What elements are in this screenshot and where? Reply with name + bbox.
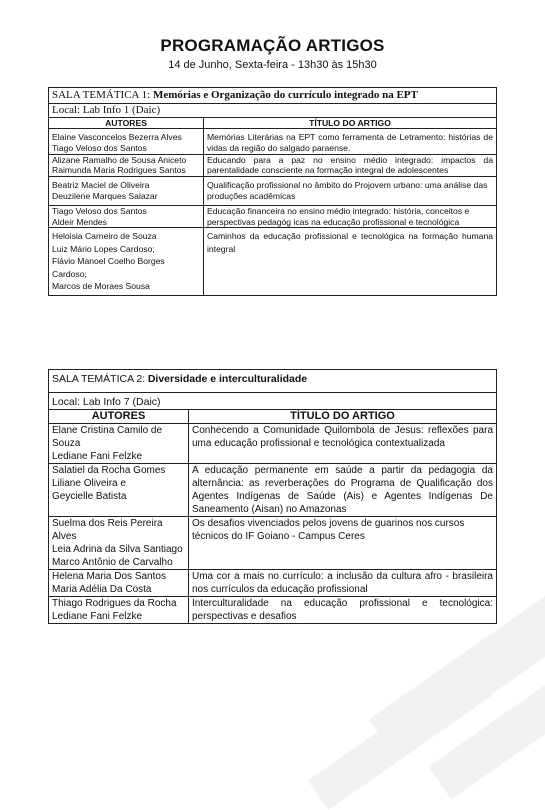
col-header-titulo: TÍTULO DO ARTIGO: [204, 118, 497, 129]
col-header-autores: AUTORES: [49, 118, 204, 129]
page-header: [0, 36, 545, 72]
autores-cell: Heloisia Carneiro de Souza Luiz Mário Lopes Cardoso; Flávio Manoel Coelho Borges Cardoso; Marcos de Moraes Sousa: [49, 228, 204, 296]
sala-label: SALA TEMÁTICA 1:: [52, 89, 151, 101]
titulo-cell: A educação permanente em saúde a partir da pedagogia da alternância: as reverberações do Programa de Qualificação dos Agentes Indígenas de Saúde (Ais) e Agentes Indígenas De Saneamento (Aisan) no Amazonas: [189, 464, 497, 517]
sala-title: [49, 370, 497, 393]
titulo-cell: Os desafios vivenciados pelos jovens de guarinos nos cursos técnicos do IF Goiano - Campus Ceres: [189, 517, 497, 570]
table-row: [49, 177, 497, 206]
titulo-cell: Caminhos da educação profissional e tecnológica na formação humana integral: [204, 228, 497, 296]
table-row: [49, 517, 497, 570]
titulo-cell: Educação financeira no ensino médio integrado: história, conceitos e perspectivas pedagóg icas na educação profissional e tecnológica: [204, 205, 497, 228]
sala-name: Diversidade e interculturalidade: [147, 373, 308, 385]
autores-cell: Salatiel da Rocha Gomes Liliane Oliveira e Geycielle Batista: [49, 464, 189, 517]
autores-cell: Tiago Veloso dos Santos Aldeir Mendes: [49, 205, 204, 228]
table-row: [49, 154, 497, 177]
sala-local: Local: Lab Info 1 (Daic): [49, 104, 497, 118]
sala-tematica-2-table: [48, 369, 497, 624]
page-subtitle: 14 de Junho, Sexta-feira - 13h30 às 15h30: [168, 59, 377, 71]
autores-cell: Suelma dos Reis Pereira Alves Leia Adrina da Silva Santiago Marco Antônio de Carvalho: [49, 517, 189, 570]
titulo-cell: Qualificação profissional no âmbito do Projovem urbano: uma análise das produções acadêmicas: [204, 177, 497, 206]
table-row: [49, 205, 497, 228]
table-row: [49, 228, 497, 296]
table-row: [49, 129, 497, 155]
titulo-cell: Memórias Literárias na EPT como ferramenta de Letramento: histórias de vidas da região do salgado paraense.: [204, 129, 497, 155]
table-row: [49, 597, 497, 624]
autores-cell: Thiago Rodrigues da Rocha Lediane Fani Felzke: [49, 597, 189, 624]
autores-cell: Elane Cristina Camilo de Souza Lediane Fani Felzke: [49, 424, 189, 464]
table-row: [49, 424, 497, 464]
sala-label: SALA TEMÁTICA 2:: [52, 373, 146, 385]
table-row: [49, 570, 497, 597]
titulo-cell: Interculturalidade na educação profissional e tecnológica: perspectivas e desafios: [189, 597, 497, 624]
titulo-cell: Educando para a paz no ensino médio integrado: impactos da parentalidade consciente na formação integral de adolescentes: [204, 154, 497, 177]
sala-title: [49, 88, 497, 104]
autores-cell: Helena Maria Dos Santos Maria Adélia Da Costa: [49, 570, 189, 597]
sala-name: Memórias e Organização do currículo integrado na EPT: [152, 89, 418, 101]
col-header-titulo: TÍTULO DO ARTIGO: [189, 410, 497, 424]
titulo-cell: Conhecendo a Comunidade Quilombola de Jesus: reflexões para uma educação profissional e tecnológica contextualizada: [189, 424, 497, 464]
sala-tematica-1-table: [48, 87, 497, 296]
col-header-autores: AUTORES: [49, 410, 189, 424]
autores-cell: Elaine Vasconcelos Bezerra Alves Tiago Veloso dos Santos: [49, 129, 204, 155]
autores-cell: Beatriz Maciel de Oliveira Deuzilene Marques Salazar: [49, 177, 204, 206]
autores-cell: Alizane Ramalho de Sousa Aniceto Raimunda Maria Rodrigues Santos: [49, 154, 204, 177]
table-row: [49, 464, 497, 517]
page-title: PROGRAMAÇÃO ARTIGOS: [160, 36, 385, 55]
titulo-cell: Uma cor a mais no currículo: a inclusão da cultura afro - brasileira nos currículos da educação profissional: [189, 570, 497, 597]
sala-local: Local: Lab Info 7 (Daic): [49, 393, 497, 410]
